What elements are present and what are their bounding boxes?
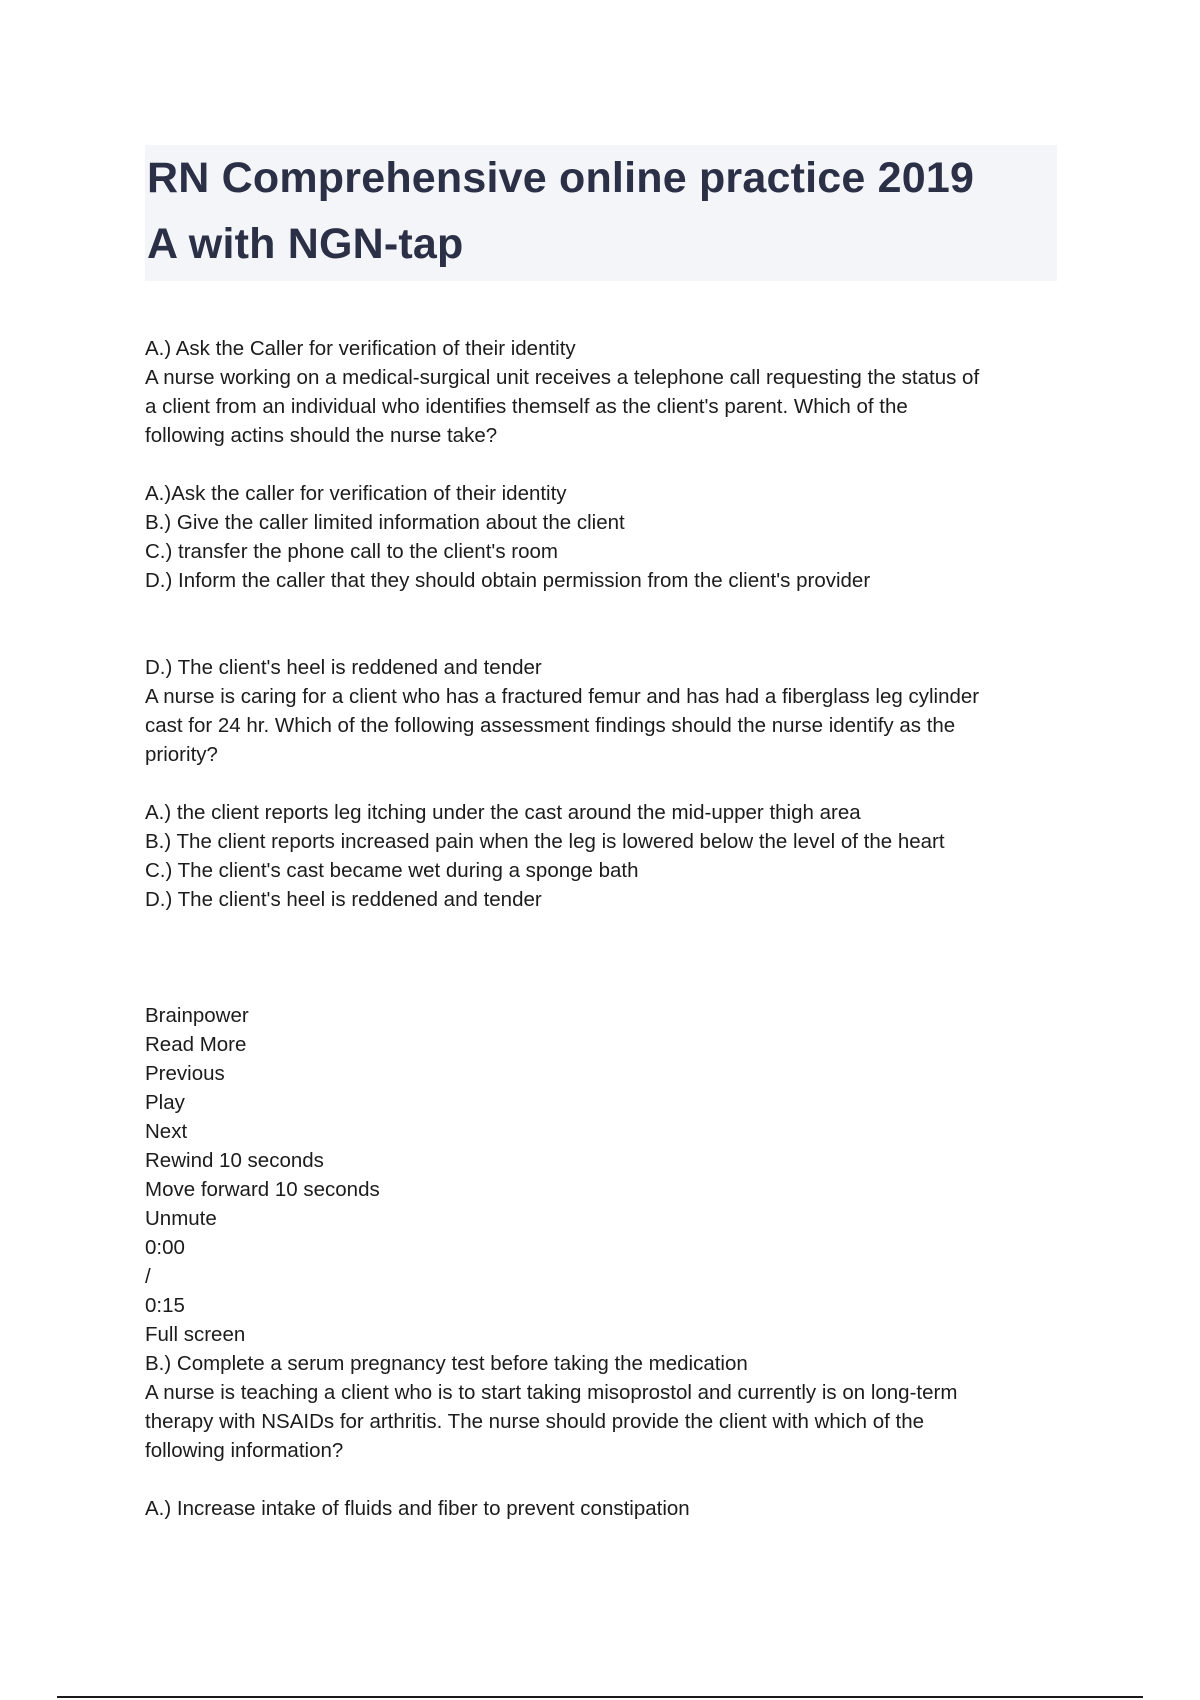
document-title: [147, 145, 1057, 277]
fullscreen-button[interactable]: Full screen: [145, 1323, 246, 1346]
option-d: D.) The client's heel is reddened and tender: [145, 888, 542, 911]
question-block-3: [145, 1349, 1065, 1523]
player-brand: Brainpower: [145, 1004, 249, 1027]
question-stem-line: a client from an individual who identifies themself as the client's parent. Which of the: [145, 395, 908, 418]
question-block-2: [145, 653, 1065, 914]
question-stem-line: A nurse working on a medical-surgical unit receives a telephone call requesting the status of: [145, 366, 980, 389]
next-button[interactable]: Next: [145, 1120, 188, 1143]
question-block-1: [145, 334, 1065, 595]
previous-button[interactable]: Previous: [145, 1062, 225, 1085]
unmute-button[interactable]: Unmute: [145, 1207, 217, 1230]
question-stem-line: following actins should the nurse take?: [145, 424, 498, 447]
question-stem-line: following information?: [145, 1439, 344, 1462]
rewind-button[interactable]: Rewind 10 seconds: [145, 1149, 324, 1172]
title-line-2: A with NGN-tap: [147, 220, 464, 268]
question-stem-line: A nurse is caring for a client who has a fractured femur and has had a fiberglass leg cylinder: [145, 685, 980, 708]
option-b: B.) Give the caller limited information about the client: [145, 511, 625, 534]
option-a: A.)Ask the caller for verification of their identity: [145, 482, 567, 505]
footer-divider: [57, 1696, 1143, 1698]
question-stem-line: cast for 24 hr. Which of the following assessment findings should the nurse identify as the: [145, 714, 956, 737]
option-d: D.) Inform the caller that they should obtain permission from the client's provider: [145, 569, 871, 592]
forward-button[interactable]: Move forward 10 seconds: [145, 1178, 380, 1201]
option-a: A.) the client reports leg itching under the cast around the mid-upper thigh area: [145, 801, 861, 824]
answer-line: D.) The client's heel is reddened and tender: [145, 656, 542, 679]
play-button[interactable]: Play: [145, 1091, 185, 1114]
document-body: [145, 334, 1065, 1523]
question-stem-line: therapy with NSAIDs for arthritis. The nurse should provide the client with which of the: [145, 1410, 924, 1433]
question-stem-line: priority?: [145, 743, 218, 766]
option-b: B.) The client reports increased pain when the leg is lowered below the level of the heart: [145, 830, 945, 853]
option-c: C.) The client's cast became wet during a sponge bath: [145, 859, 639, 882]
title-banner: [145, 145, 1057, 281]
title-line-1: RN Comprehensive online practice 2019: [147, 154, 975, 202]
answer-line: B.) Complete a serum pregnancy test before taking the medication: [145, 1352, 748, 1375]
video-player-text: [145, 1001, 1065, 1349]
duration: 0:15: [145, 1294, 185, 1317]
read-more-link[interactable]: Read More: [145, 1033, 247, 1056]
option-c: C.) transfer the phone call to the client's room: [145, 540, 558, 563]
question-stem-line: A nurse is teaching a client who is to start taking misoprostol and currently is on long-term: [145, 1381, 958, 1404]
option-a: A.) Increase intake of fluids and fiber to prevent constipation: [145, 1497, 690, 1520]
current-time: 0:00: [145, 1236, 185, 1259]
answer-line: A.) Ask the Caller for verification of their identity: [145, 337, 576, 360]
time-separator: /: [145, 1265, 151, 1288]
